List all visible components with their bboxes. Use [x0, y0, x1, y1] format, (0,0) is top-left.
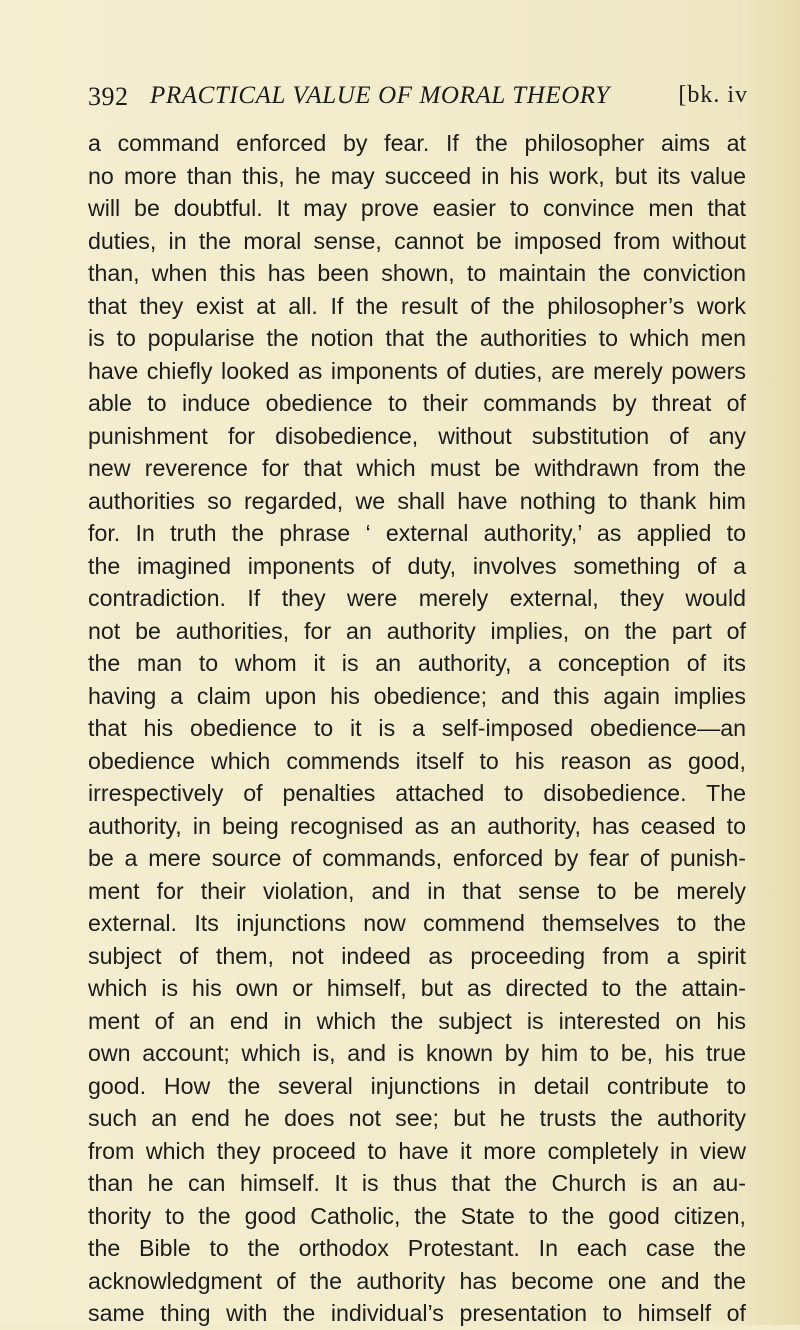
text-line: for. In truth the phrase ‘ external authority,’ as applied to	[88, 520, 746, 546]
text-line: authorities so regarded, we shall have nothing to thank him	[88, 487, 746, 514]
text-line: having a claim upon his obedience; and this again implies	[88, 682, 746, 709]
text-line: duties, in the moral sense, cannot be imposed from without	[88, 227, 746, 254]
text-line: irrespectively of penalties attached to disobedience. The	[88, 780, 746, 806]
text-line: external. Its injunctions now commend themselves to the	[88, 910, 746, 936]
text-line: that they exist at all. If the result of the philosopher’s work	[88, 292, 746, 319]
text-line: is to popularise the notion that the authorities to which men	[88, 325, 746, 351]
text-line: authority, in being recognised as an authority, has ceased to	[88, 812, 746, 839]
text-line: such an end he does not see; but he trusts the authority	[88, 1105, 746, 1131]
text-line: from which they proceed to have it more completely in view	[88, 1137, 746, 1164]
text-line: will be doubtful. It may prove easier to convince men that	[88, 195, 746, 221]
book-reference: [bk. iv	[678, 82, 748, 108]
text-line: acknowledgment of the authority has become one and the	[88, 1267, 746, 1294]
page-number: 392	[88, 82, 129, 111]
running-header	[88, 82, 748, 116]
text-line: that his obedience to it is a self-imposed obedience—an	[88, 715, 746, 741]
text-line: new reverence for that which must be withdrawn from the	[88, 455, 746, 481]
text-line: good. How the several injunctions in detail contribute to	[88, 1072, 746, 1099]
text-line: ment of an end in which the subject is interested on his	[88, 1007, 746, 1034]
text-line: thority to the good Catholic, the State to the good citizen,	[88, 1202, 746, 1229]
text-line: the imagined imponents of duty, involves something of a	[88, 552, 746, 579]
text-line: a command enforced by fear. If the philosopher aims at	[88, 130, 746, 156]
text-line: which is his own or himself, but as directed to the attain-	[88, 975, 746, 1001]
running-title: PRACTICAL VALUE OF MORAL THEORY	[150, 82, 610, 109]
text-line: the Bible to the orthodox Protestant. In each case the	[88, 1235, 746, 1261]
text-line: than, when this has been shown, to maintain the conviction	[88, 260, 746, 286]
text-line: have chiefly looked as imponents of duties, are merely powers	[88, 357, 746, 384]
text-line: obedience which commends itself to his reason as good,	[88, 747, 746, 774]
text-line: be a mere source of commands, enforced by fear of punish-	[88, 845, 746, 871]
text-line: no more than this, he may succeed in his work, but its value	[88, 162, 746, 189]
body-text	[88, 127, 746, 1330]
text-line: ment for their violation, and in that sense to be merely	[88, 877, 746, 904]
text-line: own account; which is, and is known by him to be, his true	[88, 1040, 746, 1066]
text-line: subject of them, not indeed as proceeding from a spirit	[88, 942, 746, 969]
text-line: same thing with the individual’s presentation to himself of	[88, 1300, 746, 1326]
text-line: contradiction. If they were merely external, they would	[88, 585, 746, 611]
text-line: than he can himself. It is thus that the Church is an au-	[88, 1170, 746, 1196]
text-line: able to induce obedience to their commands by threat of	[88, 390, 746, 416]
text-line: the man to whom it is an authority, a conception of its	[88, 650, 746, 676]
text-line: not be authorities, for an authority implies, on the part of	[88, 617, 746, 644]
text-line: punishment for disobedience, without substitution of any	[88, 422, 746, 449]
